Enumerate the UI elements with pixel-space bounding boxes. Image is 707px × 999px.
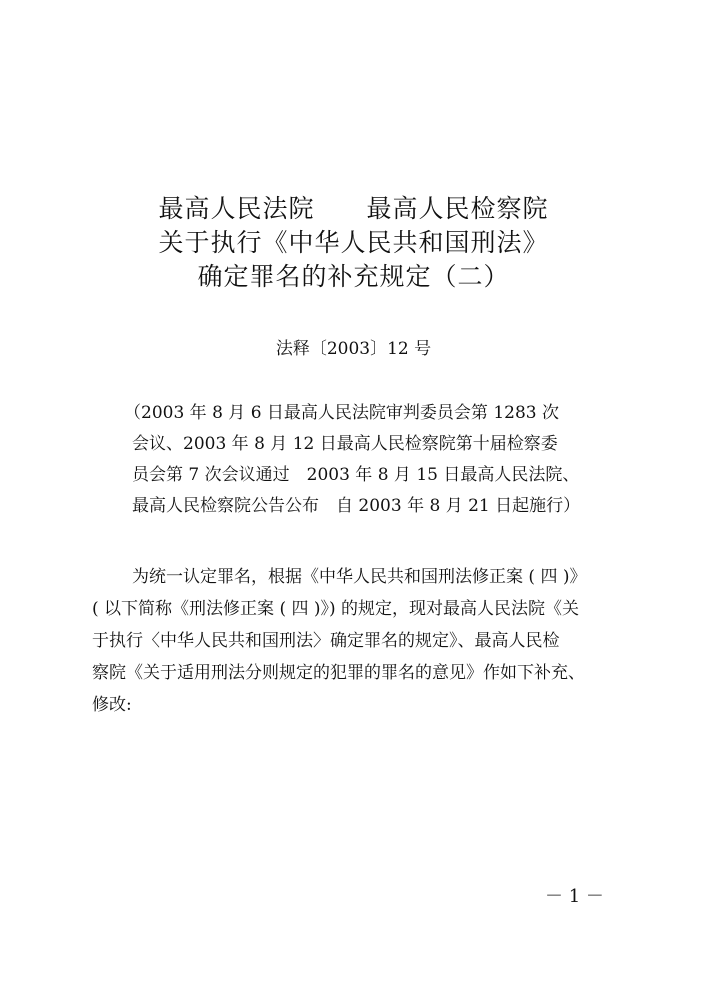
body-line: ( 以下简称《刑法修正案 ( 四 )》) 的规定，现对最高人民法院《关 bbox=[92, 599, 580, 619]
title-issuer-procuratorate: 最高人民检察院 bbox=[366, 194, 549, 223]
body-paragraph bbox=[92, 561, 632, 721]
adoption-note-line: （2003 年 8 月 6 日最高人民法院审判委员会第 1283 次 bbox=[124, 403, 559, 423]
document-title bbox=[0, 192, 707, 294]
title-line-1 bbox=[0, 192, 707, 226]
title-issuer-court: 最高人民法院 bbox=[158, 194, 315, 223]
body-line: 于执行〈中华人民共和国刑法〉确定罪名的规定》、最高人民检 bbox=[92, 631, 560, 651]
adoption-note-line: 最高人民检察院公告公布 自 2003 年 8 月 21 日起施行） bbox=[132, 496, 581, 516]
adoption-note-line: 会议、2003 年 8 月 12 日最高人民检察院第十届检察委 bbox=[132, 434, 558, 454]
body-line: 修改: bbox=[92, 695, 132, 715]
title-line-3: 确定罪名的补充规定（二） bbox=[197, 262, 510, 291]
body-line: 为统一认定罪名，根据《中华人民共和国刑法修正案 ( 四 )》 bbox=[132, 567, 587, 587]
body-line: 察院《关于适用刑法分则规定的犯罪的罪名的意见》作如下补充、 bbox=[92, 663, 585, 683]
page-number: － 1 － bbox=[545, 886, 604, 907]
title-line-2: 关于执行《中华人民共和国刑法》 bbox=[158, 228, 549, 257]
adoption-note-line: 员会第 7 次会议通过 2003 年 8 月 15 日最高人民法院、 bbox=[132, 465, 580, 485]
document-number: 法释〔2003〕12 号 bbox=[275, 339, 432, 359]
adoption-note bbox=[124, 398, 602, 522]
